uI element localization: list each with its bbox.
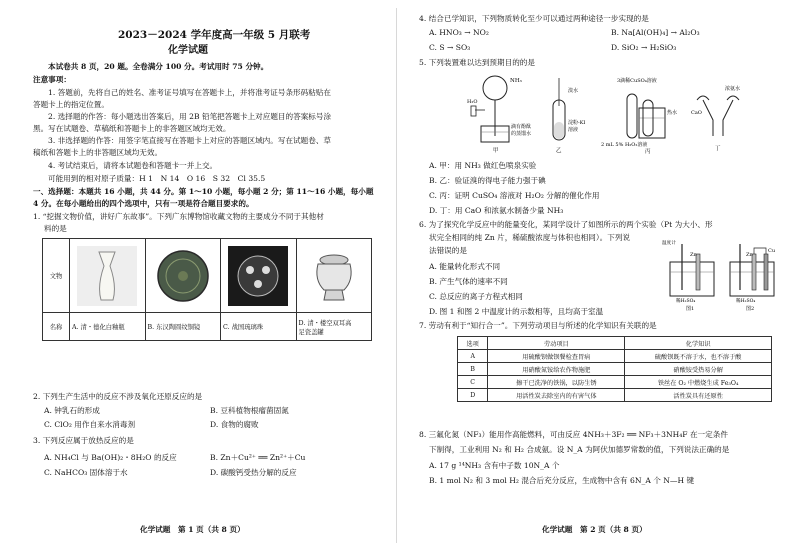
labor-cell: 擦干已洗净的铁锅，以防生锈: [488, 376, 625, 389]
acid-label: 稀H₂SO₄: [736, 299, 756, 304]
q3-option-c: C. NaHCO₃ 固体溶于水: [44, 468, 128, 477]
relic-name-a: A. 清・德化白釉瓶: [70, 313, 146, 341]
notice-line: 3. 非选择题的作答：用签字笔直接写在答题卡上对应的答题区域内。写在试题卷、草: [48, 136, 332, 145]
zn-label: Zn: [746, 252, 753, 258]
starch-ki-label: 溶液: [568, 127, 579, 133]
question-8: 下制得，工业利用 N₂ 和 H₂ 合成氨。设 N_A 为阿伏加德罗常数的值，下列说法正确的是: [429, 445, 730, 454]
label-yi: 乙: [556, 148, 562, 154]
page-footer: 化学试题 第 2 页（共 8 页）: [542, 525, 647, 534]
hot-water-label: 热水: [667, 110, 678, 116]
exam-header: 2023－2024 学年度高一年级 5 月联考: [118, 29, 311, 41]
q2-option-a: A. 钟乳石的形成: [44, 406, 100, 415]
q3-option-b: B. Zn＋Cu²⁺ ══ Zn²⁺＋Cu: [210, 453, 306, 462]
subject-title: 化学试题: [168, 45, 208, 56]
labor-cell: 硝酸铵受热易分解: [625, 363, 772, 376]
row-label-name: 名称: [43, 313, 70, 341]
fountain-apparatus: [471, 76, 509, 142]
exam-intro: 本试卷共 8 页，20 题。全卷满分 100 分。考试用时 75 分钟。: [48, 62, 269, 71]
relic-image-a: [70, 239, 146, 313]
q4-option-c: C. S → SO₃: [429, 43, 471, 52]
q5-option-d: D. 丁：用 CaO 和浓氨水制备少量 NH₃: [429, 206, 564, 215]
page-footer: 化学试题 第 1 页（共 8 页）: [140, 525, 245, 534]
notice-line: 稿纸和答题卡上的非答题区域均无效。: [33, 148, 163, 157]
labor-cell: 硫酸钡既不溶于水，也不溶于酸: [625, 350, 772, 363]
question-6: 法错误的是: [429, 246, 467, 255]
q6-option-a: A. 能量转化形式不同: [429, 262, 501, 271]
lidded-jar-icon: [304, 246, 364, 306]
cao-label: CaO: [691, 110, 702, 116]
y-tube-apparatus: [697, 96, 739, 136]
question-6: 状完全相同的纯 Zn 片，稀硫酸浓度与体积也相同）。下列说: [429, 233, 631, 242]
question-6: 6. 为了探究化学反应中的能量变化，某同学设计了如图所示的两个实验（Pt 为大小、形: [419, 220, 713, 229]
q6-option-d: D. 图 1 和图 2 中温度计的示数相等，且均高于室温: [429, 307, 604, 316]
catalysis-apparatus: [627, 94, 665, 138]
h2o-label: H₂O: [467, 99, 478, 105]
question-8: 8. 三氟化氮（NF₃）能用作高能燃料，可由反应 4NH₃＋3F₂ ══ NF₃＋3NH₄F 在一定条件: [419, 430, 728, 439]
relic-name-d-line2: 足瓷盖罐: [298, 328, 324, 336]
phenolphthalein-label: 的蒸馏水: [511, 131, 532, 137]
q8-option-a: A. 17 g ¹⁴NH₃ 含有中子数 10N_A 个: [429, 461, 560, 470]
notice-line: 2. 选择题的作答：每小题选出答案后，用 2B 铅笔把答题卡上对应题目的答案标号涂: [48, 112, 332, 121]
starch-ki-label: 淀粉-KI: [568, 120, 586, 126]
q5-option-a: A. 甲：用 NH₃ 做红色喷泉实验: [429, 161, 537, 170]
thermometer-label: 温度计: [662, 241, 676, 246]
question-7: 7. 劳动有利于“知行合一”。下列劳动项目与所述的化学知识有关联的是: [419, 321, 657, 330]
fig2-label: 图2: [746, 306, 755, 312]
labor-cell: A: [458, 350, 488, 363]
labor-header-knowledge: 化学知识: [625, 337, 772, 350]
q6-option-b: B. 产生气体的速率不同: [429, 277, 508, 286]
glass-bead-icon: [228, 246, 288, 306]
fig1-label: 图1: [686, 306, 695, 312]
test-tube-apparatus: [553, 78, 565, 140]
label-ding: 丁: [715, 146, 721, 152]
relic-name-d-line1: D. 清・楼空双耳高: [298, 319, 352, 327]
label-jia: 甲: [493, 148, 499, 154]
table-row: [458, 389, 772, 402]
zn-label: Zn: [690, 252, 697, 258]
question-2: 2. 下列生产生活中的反应不涉及氧化还原反应的是: [33, 392, 203, 401]
nh3-label: NH₃: [510, 78, 522, 84]
cuso4-label: 3滴稀CuSO₄溶液: [617, 78, 657, 84]
apparatus-figure: [467, 70, 747, 154]
notice-line: 答题卡上的指定位置。: [33, 100, 109, 109]
relic-name-c: C. 战国琉璃珠: [221, 313, 297, 341]
label-bing: 丙: [645, 149, 651, 154]
relic-image-d: [296, 239, 372, 313]
ammonia-label: 浓氨水: [725, 86, 741, 92]
q8-option-b: B. 1 mol N₂ 和 3 mol H₂ 混合后充分反应，生成物中含有 6N_A 个 N—H 键: [429, 476, 695, 485]
notice-line: 黑。写在试题卷、草稿纸和答题卡上的非答题区域均无效。: [33, 124, 231, 133]
notice-line: 4. 考试结束后，请将本试题卷和答题卡一并上交。: [48, 161, 218, 170]
section-1-heading: 一、选择题：本题共 16 小题，共 44 分。第 1～10 小题，每小题 2 分；第 11～16 小题，每小题: [33, 187, 374, 196]
labor-header-project: 劳动项目: [488, 337, 625, 350]
relic-name-d: [296, 313, 372, 341]
q6-option-c: C. 总反应的离子方程式相同: [429, 292, 523, 301]
labor-cell: 用活性炭去除室内的有害气体: [488, 389, 625, 402]
q2-option-c: C. ClO₂ 用作自来水消毒剂: [44, 420, 136, 429]
vase-icon: [77, 246, 137, 306]
q4-option-b: B. Na[Al(OH)₄] → Al₂O₃: [611, 28, 700, 37]
table-row: [458, 350, 772, 363]
atomic-masses: 可能用到的相对原子质量：H 1 N 14 O 16 S 32 Cl 35.5: [48, 174, 266, 183]
acid-label: 稀H₂SO₄: [676, 299, 696, 304]
q5-option-b: B. 乙：验证溴的得电子能力强于碘: [429, 176, 546, 185]
labor-header-option: 选项: [458, 337, 488, 350]
q3-option-a: A. NH₄Cl 与 Ba(OH)₂・8H₂O 的反应: [44, 453, 177, 462]
question-1: 料的是: [44, 224, 67, 233]
relic-image-b: [145, 239, 221, 313]
q3-option-d: D. 碳酸钙受热分解的反应: [210, 468, 297, 477]
table-row: [458, 363, 772, 376]
bromine-label: 溴水: [568, 88, 579, 94]
question-4: 4. 结合已学知识，下列物质转化至少可以通过两种途径一步实现的是: [419, 14, 649, 23]
row-label-relic: 文物: [43, 239, 70, 313]
labor-cell: D: [458, 389, 488, 402]
labor-table: [457, 336, 772, 402]
relic-table: [42, 238, 372, 341]
labor-cell: 铁丝在 O₂ 中燃烧生成 Fe₃O₄: [625, 376, 772, 389]
labor-cell: B: [458, 363, 488, 376]
notice-line: 1. 答题前，先将自己的姓名、准考证号填写在答题卡上，并将准考证号条形码粘贴在: [48, 88, 332, 97]
h2o2-label: 2 mL 5% H₂O₂溶液: [601, 142, 648, 148]
labor-cell: 用硝酸氮铵给农作物施肥: [488, 363, 625, 376]
relic-image-c: [221, 239, 297, 313]
q2-option-d: D. 食物的腐败: [210, 420, 259, 429]
labor-cell: 用硫酸钡做钡餐检查胃病: [488, 350, 625, 363]
energy-figure: [662, 236, 786, 312]
question-3: 3. 下列反应属于放热反应的是: [33, 436, 134, 445]
q5-option-c: C. 丙：证明 CuSO₄ 溶液对 H₂O₂ 分解的催化作用: [429, 191, 600, 200]
bronze-mirror-icon: [153, 246, 213, 306]
q4-option-d: D. SiO₂ → H₂SiO₃: [611, 43, 677, 52]
section-1-heading: 4 分。在每小题给出的四个选项中，只有一项是符合题目要求的。: [33, 199, 254, 208]
labor-cell: C: [458, 376, 488, 389]
question-5: 5. 下列装置难以达到预期目的的是: [419, 58, 535, 67]
relic-name-b: B. 东汉陶圆纹铜镜: [145, 313, 221, 341]
page-2: [397, 0, 794, 551]
q2-option-b: B. 豆科植物根瘤菌固氮: [210, 406, 289, 415]
question-1: 1. “挖掘文物价值，讲好广东故事”。下列广东博物馆收藏文物的主要成分不同于其他材: [33, 212, 324, 221]
q4-option-a: A. HNO₃ → NO₂: [429, 28, 489, 37]
table-row: [458, 376, 772, 389]
phenolphthalein-label: 滴有酚酞: [511, 124, 532, 130]
cu-label: Cu: [768, 248, 776, 254]
notice-title: 注意事项：: [33, 75, 71, 84]
labor-cell: 活性炭具有还原性: [625, 389, 772, 402]
